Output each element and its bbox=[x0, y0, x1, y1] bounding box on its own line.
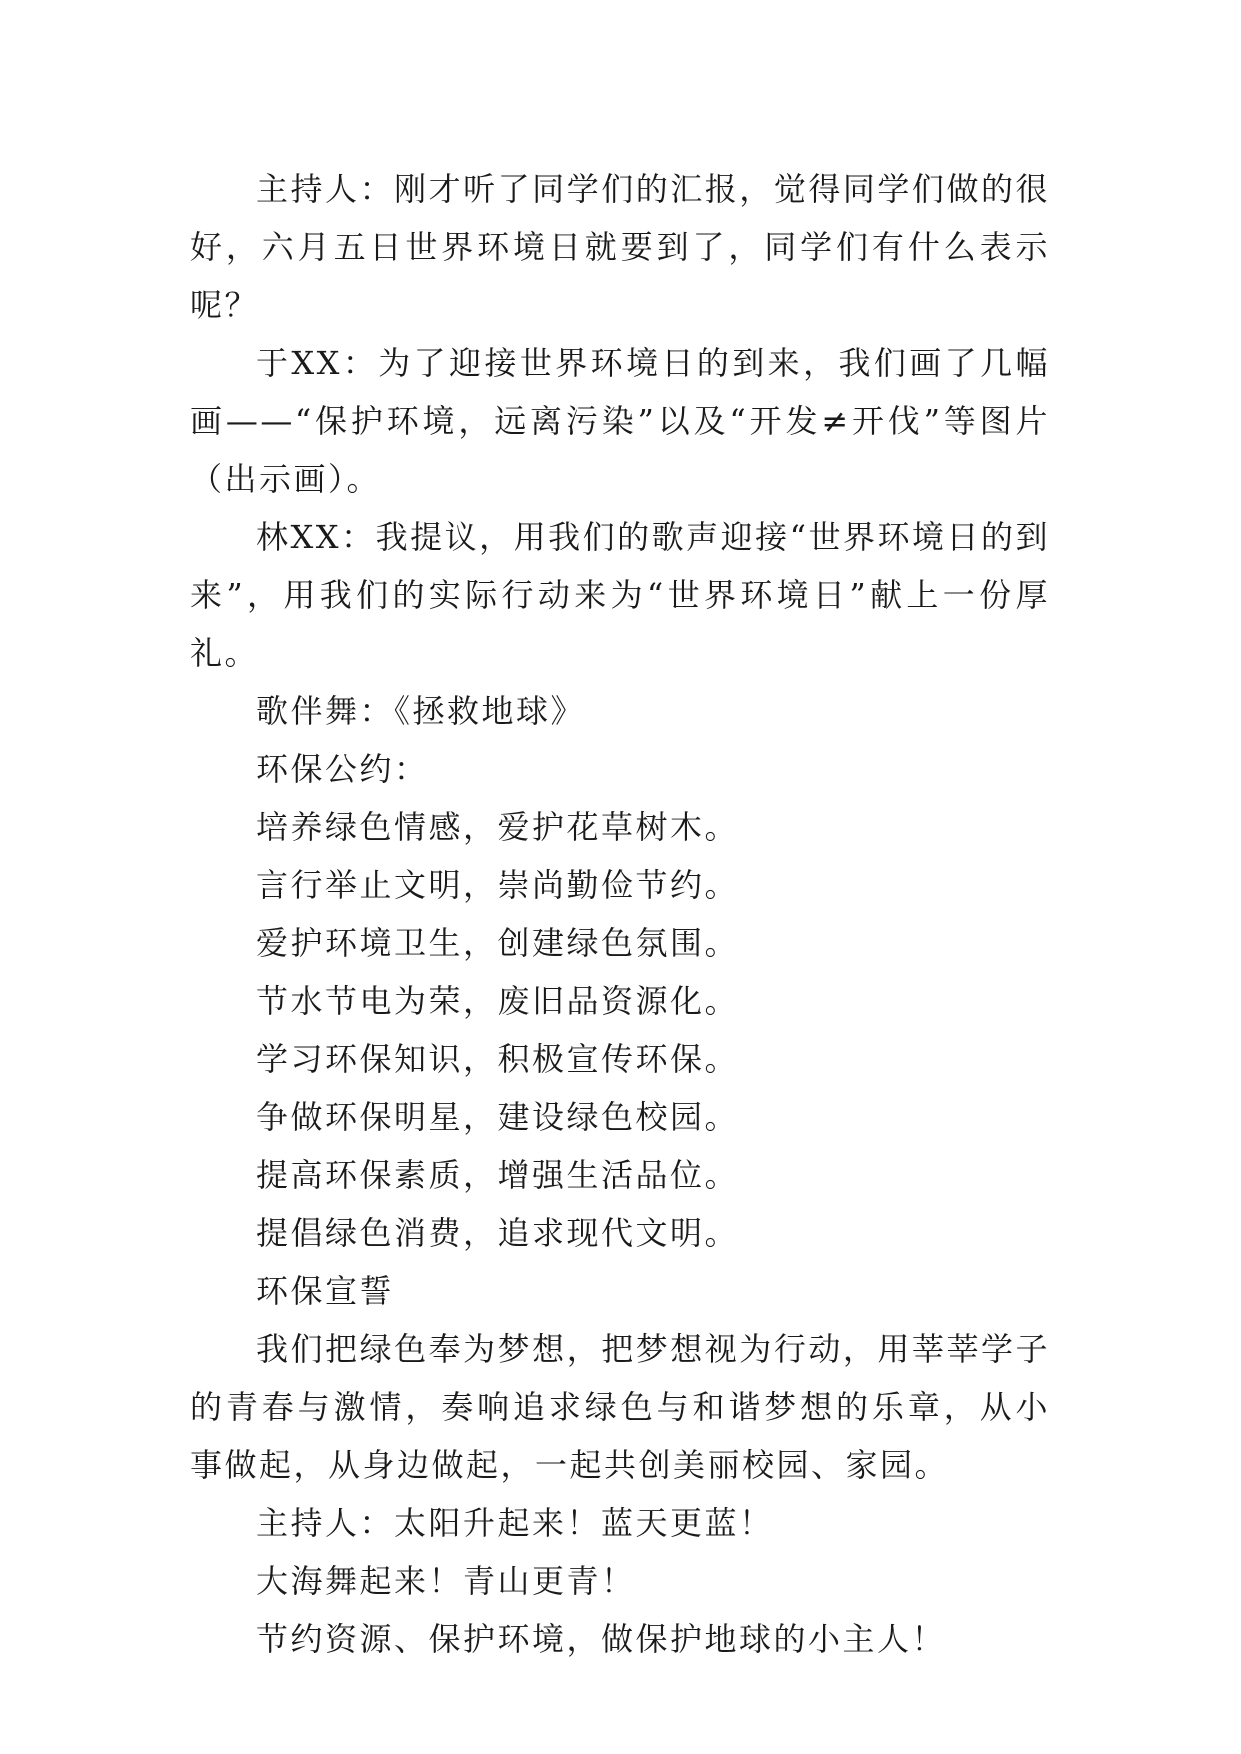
paragraph-closing-line: 大海舞起来！青山更青！ bbox=[256, 1562, 636, 1600]
paragraph-convention-line: 提高环保素质，增强生活品位。 bbox=[256, 1156, 740, 1194]
paragraph-oath-heading: 环保宣誓 bbox=[256, 1272, 395, 1310]
paragraph-convention-line: 言行举止文明，崇尚勤俭节约。 bbox=[256, 866, 740, 904]
paragraph-song-dance: 歌伴舞：《拯救地球》 bbox=[256, 692, 586, 730]
document-body bbox=[190, 160, 1050, 1668]
paragraph-convention-line: 提倡绿色消费，追求现代文明。 bbox=[256, 1214, 740, 1252]
paragraph-convention-line: 节水节电为荣，废旧品资源化。 bbox=[256, 982, 740, 1020]
paragraph-convention-line: 培养绿色情感，爱护花草树木。 bbox=[256, 808, 740, 846]
paragraph-closing-line: 节约资源、保护环境，做保护地球的小主人！ bbox=[256, 1620, 947, 1658]
paragraph-convention-line: 学习环保知识，积极宣传环保。 bbox=[256, 1040, 740, 1078]
paragraph-lin-speech: 林XX：我提议，用我们的歌声迎接“世界环境日的到来”，用我们的实际行动来为“世界环境日”献上一份厚礼。 bbox=[190, 518, 1050, 672]
paragraph-convention-line: 争做环保明星，建设绿色校园。 bbox=[256, 1098, 740, 1136]
paragraph-host-closing: 主持人：太阳升起来！蓝天更蓝！ bbox=[256, 1504, 774, 1542]
paragraph-oath-text: 我们把绿色奉为梦想，把梦想视为行动，用莘莘学子的青春与激情，奏响追求绿色与和谐梦想的乐章，从小事做起，从身边做起，一起共创美丽校园、家园。 bbox=[190, 1330, 1050, 1484]
paragraph-convention-heading: 环保公约： bbox=[256, 750, 429, 788]
paragraph-convention-line: 爱护环境卫生，创建绿色氛围。 bbox=[256, 924, 740, 962]
paragraph-host-intro: 主持人：刚才听了同学们的汇报，觉得同学们做的很好，六月五日世界环境日就要到了，同学们有什么表示呢？ bbox=[190, 170, 1050, 324]
paragraph-yu-speech: 于XX：为了迎接世界环境日的到来，我们画了几幅画——“保护环境，远离污染”以及“开发≠开伐”等图片（出示画）。 bbox=[190, 344, 1050, 498]
